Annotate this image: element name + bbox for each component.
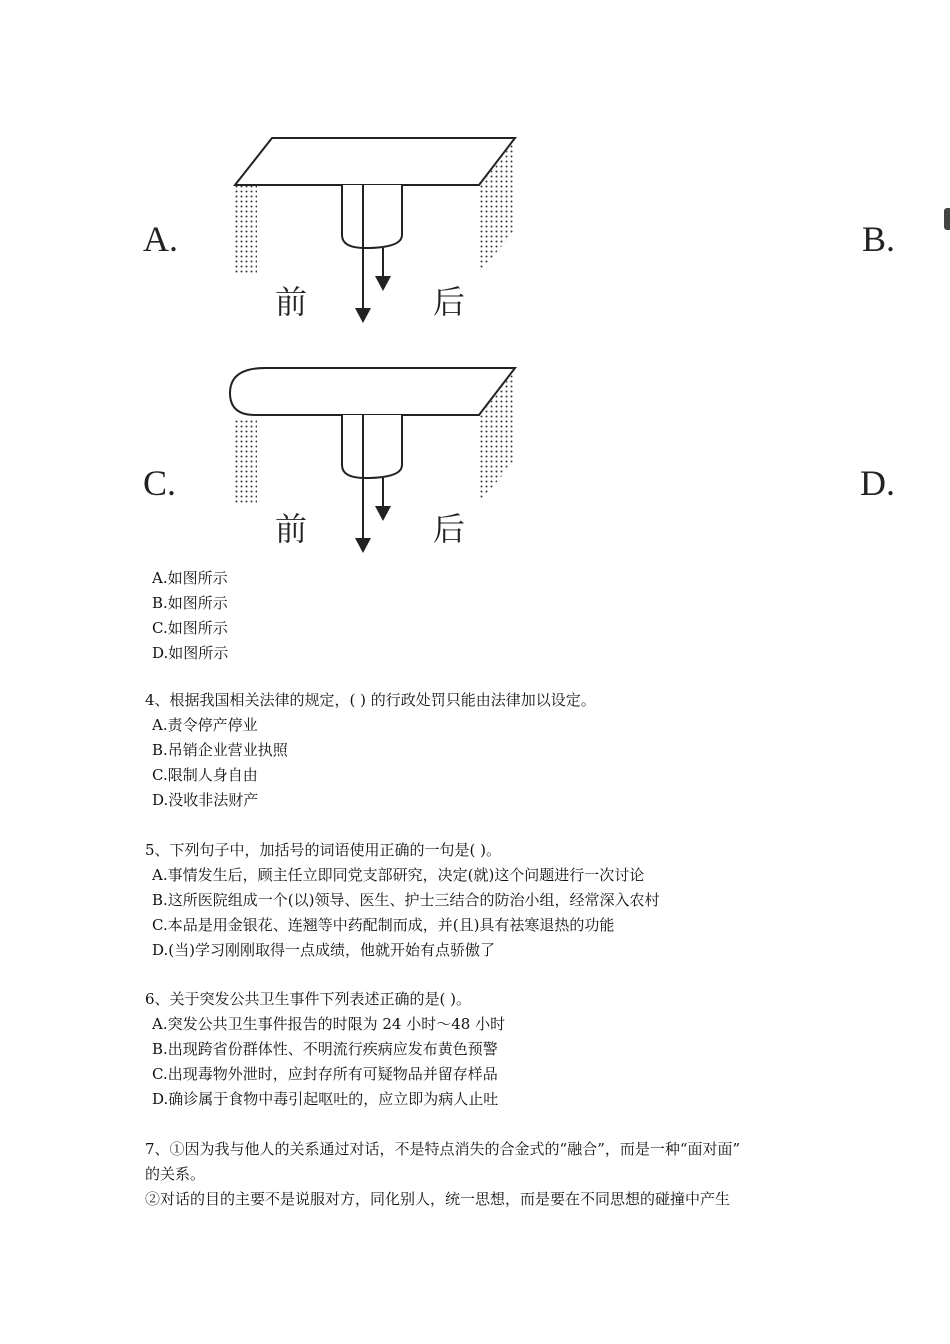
option-d[interactable]: D.没收非法财产 bbox=[152, 791, 259, 809]
option-d[interactable]: D.(当)学习刚刚取得一点成绩，他就开始有点骄傲了 bbox=[152, 941, 495, 959]
q3-option-d[interactable]: D.如图所示 bbox=[152, 644, 229, 662]
option-c[interactable]: C.出现毒物外泄时，应封存所有可疑物品并留存样品 bbox=[152, 1065, 498, 1083]
question-6 bbox=[145, 987, 505, 1112]
option-b[interactable]: B.吊销企业营业执照 bbox=[152, 741, 288, 759]
figure-a-front-label: 前 bbox=[275, 283, 308, 321]
option-b[interactable]: B.出现跨省份群体性、不明流行疾病应发布黄色预警 bbox=[152, 1040, 498, 1058]
question-7-line-2: 的关系。 bbox=[145, 1165, 206, 1183]
option-a[interactable]: A.突发公共卫生事件报告的时限为 24 小时～48 小时 bbox=[152, 1015, 506, 1033]
figure-d-letter: D. bbox=[860, 463, 895, 503]
question-5 bbox=[145, 838, 660, 963]
q3-options bbox=[152, 566, 228, 666]
question-stem: 4、根据我国相关法律的规定，( ) 的行政处罚只能由法律加以设定。 bbox=[145, 691, 596, 709]
q3-option-a[interactable]: A.如图所示 bbox=[152, 569, 228, 587]
figure-c-diagram bbox=[225, 360, 525, 560]
question-stem: 5、下列句子中，加括号的词语使用正确的一句是( )。 bbox=[145, 841, 502, 859]
figure-a-diagram bbox=[225, 130, 525, 330]
q3-option-b[interactable]: B.如图所示 bbox=[152, 594, 228, 612]
option-a[interactable]: A.责令停产停业 bbox=[152, 716, 258, 734]
option-d[interactable]: D.确诊属于食物中毒引起呕吐的，应立即为病人止吐 bbox=[152, 1090, 499, 1108]
figure-b-letter: B. bbox=[862, 219, 896, 259]
q3-option-c[interactable]: C.如图所示 bbox=[152, 619, 228, 637]
figure-a-back-label: 后 bbox=[433, 283, 466, 321]
figure-a-letter: A. bbox=[143, 219, 178, 259]
cutoff-mark bbox=[944, 208, 950, 230]
option-b[interactable]: B.这所医院组成一个(以)领导、医生、护士三结合的防治小组，经常深入农村 bbox=[152, 891, 660, 909]
option-c[interactable]: C.本品是用金银花、连翘等中药配制而成，并(且)具有祛寒退热的功能 bbox=[152, 916, 615, 934]
question-stem: 6、关于突发公共卫生事件下列表述正确的是( )。 bbox=[145, 990, 472, 1008]
question-7-line-3: ②对话的目的主要不是说服对方，同化别人，统一思想，而是要在不同思想的碰撞中产生 bbox=[145, 1190, 731, 1208]
figure-c-front-label: 前 bbox=[275, 510, 308, 548]
option-c[interactable]: C.限制人身自由 bbox=[152, 766, 258, 784]
question-7 bbox=[145, 1137, 825, 1212]
figure-c-letter: C. bbox=[143, 463, 177, 503]
option-a[interactable]: A.事情发生后，顾主任立即同党支部研究，决定(就)这个问题进行一次讨论 bbox=[152, 866, 645, 884]
figure-c-back-label: 后 bbox=[433, 510, 466, 548]
question-4 bbox=[145, 688, 596, 813]
question-7-line-1: 7、①因为我与他人的关系通过对话，不是特点消失的合金式的“融合”，而是一种“面对面” bbox=[145, 1140, 741, 1158]
